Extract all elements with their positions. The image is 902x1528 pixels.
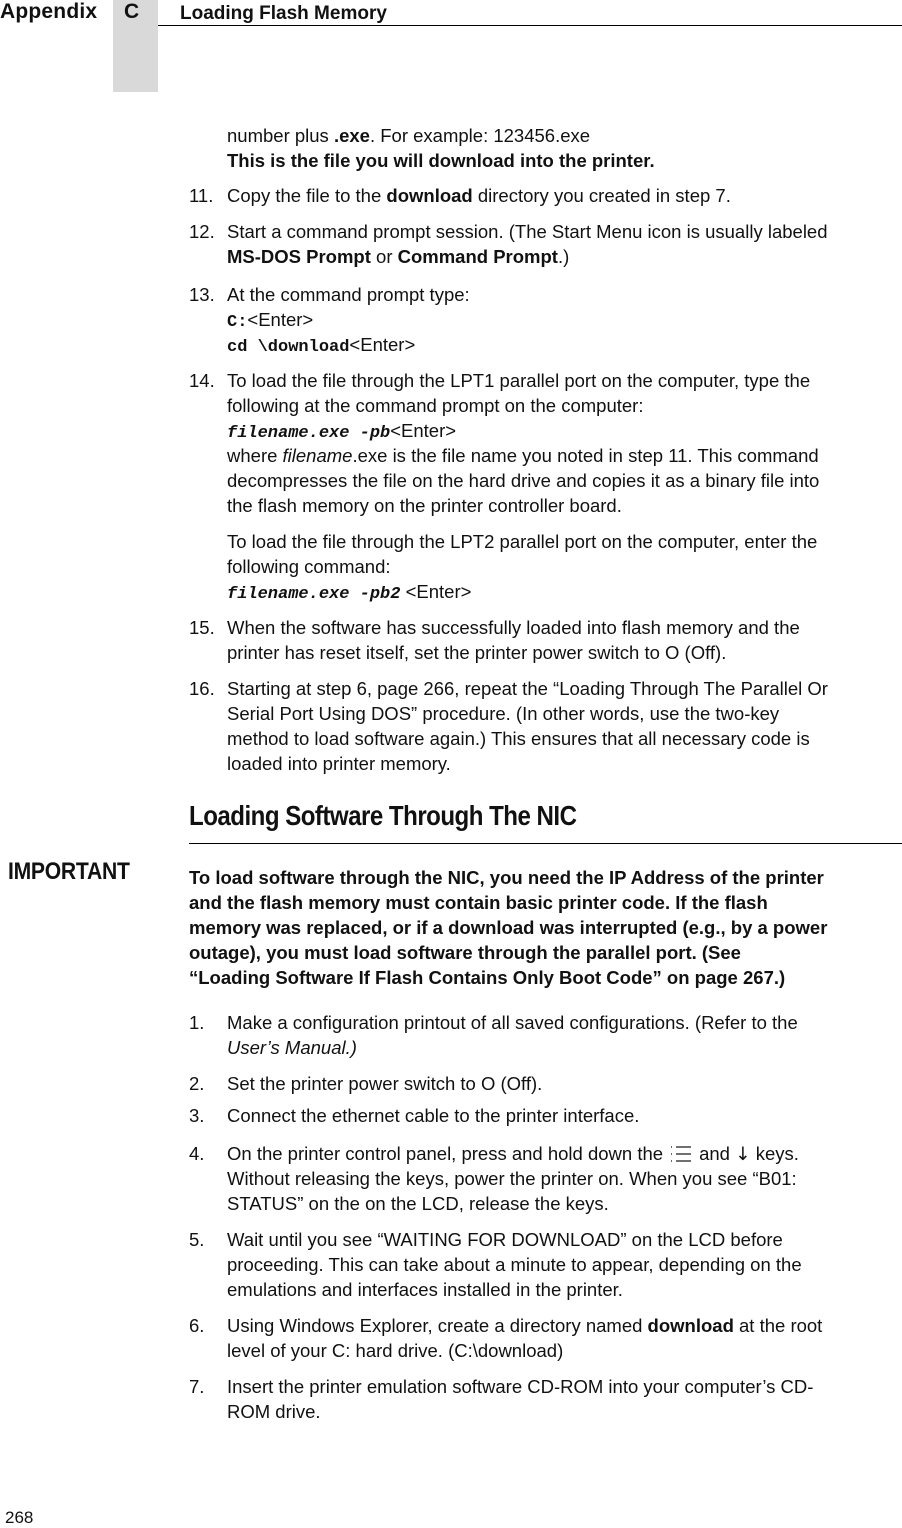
- step-text: following command:: [227, 556, 391, 577]
- step-text: Using Windows Explorer, create a directory named download at the root: [227, 1315, 823, 1336]
- step-text: On the printer control panel, press and hold down the and ↓ keys.: [227, 1143, 799, 1165]
- important-text-line: “Loading Software If Flash Contains Only Boot Code” on page 267.): [189, 967, 786, 988]
- step-text: where filename.exe is the file name you noted in step 11. This command: [227, 445, 819, 466]
- step-text: Starting at step 6, page 266, repeat the “Loading Through The Parallel Or: [227, 678, 828, 699]
- step-text: emulations and interfaces installed in the printer.: [227, 1279, 623, 1300]
- down-arrow-icon: ↓: [735, 1144, 751, 1165]
- step-text: proceeding. This can take about a minute to appear, depending on the: [227, 1254, 802, 1275]
- step-number: 14.: [189, 370, 215, 391]
- step-text: Copy the file to the download directory you created in step 7.: [227, 185, 731, 206]
- running-header-title: Loading Flash Memory: [180, 3, 387, 24]
- step-number: 1.: [189, 1012, 205, 1033]
- step-number: 15.: [189, 617, 215, 638]
- important-text-line: and the flash memory must contain basic printer code. If the flash: [189, 892, 768, 913]
- important-text-line: memory was replaced, or if a download was interrupted (e.g., by a power: [189, 917, 828, 938]
- step-text: MS-DOS Prompt or Command Prompt.): [227, 246, 570, 267]
- step-number: 12.: [189, 221, 215, 242]
- step-text: To load the file through the LPT2 parallel port on the computer, enter the: [227, 531, 818, 552]
- page-number: 268: [5, 1508, 34, 1527]
- step-number: 13.: [189, 284, 215, 305]
- step-text: Set the printer power switch to O (Off).: [227, 1073, 543, 1094]
- step-text: When the software has successfully loaded into flash memory and the: [227, 617, 800, 638]
- command-line: C:<Enter>: [227, 309, 314, 332]
- command-line: cd \download<Enter>: [227, 334, 416, 357]
- step-text: method to load software again.) This ensures that all necessary code is: [227, 728, 810, 749]
- step-text: Start a command prompt session. (The Start Menu icon is usually labeled: [227, 221, 828, 242]
- step-number: 7.: [189, 1376, 205, 1397]
- step-text: decompresses the file on the hard drive and copies it as a binary file into: [227, 470, 820, 491]
- step-number: 5.: [189, 1229, 205, 1250]
- command-line: filename.exe -pb2 <Enter>: [227, 581, 472, 604]
- step-number: 3.: [189, 1105, 205, 1126]
- step-text: Without releasing the keys, power the printer on. When you see “B01:: [227, 1168, 797, 1189]
- appendix-label: Appendix: [0, 0, 98, 23]
- menu-key-icon: [669, 1145, 695, 1163]
- header-rule: [158, 25, 902, 26]
- step-text: Serial Port Using DOS” procedure. (In other words, use the two-key: [227, 703, 780, 724]
- step-text: following at the command prompt on the computer:: [227, 395, 644, 416]
- step-text: Wait until you see “WAITING FOR DOWNLOAD” on the LCD before: [227, 1229, 783, 1250]
- continuation-line-1: number plus .exe. For example: 123456.exe: [227, 125, 591, 146]
- step-number: 4.: [189, 1143, 205, 1164]
- step-text: printer has reset itself, set the printer power switch to O (Off).: [227, 642, 727, 663]
- step-text: loaded into printer memory.: [227, 753, 451, 774]
- command-line: filename.exe -pb<Enter>: [227, 420, 457, 443]
- continuation-line-2: This is the file you will download into the printer.: [227, 150, 655, 171]
- step-number: 11.: [189, 185, 214, 206]
- step-text: Connect the ethernet cable to the printer interface.: [227, 1105, 640, 1126]
- step-text: the flash memory on the printer controller board.: [227, 495, 622, 516]
- important-text-line: To load software through the NIC, you need the IP Address of the printer: [189, 867, 824, 888]
- step-text: STATUS” on the on the LCD, release the keys.: [227, 1193, 609, 1214]
- step-text: level of your C: hard drive. (C:\download): [227, 1340, 564, 1361]
- step-number: 16.: [189, 678, 215, 699]
- appendix-letter: C: [124, 0, 140, 23]
- step-text: ROM drive.: [227, 1401, 321, 1422]
- important-label: IMPORTANT: [8, 858, 130, 885]
- step-number: 6.: [189, 1315, 205, 1336]
- step-text: To load the file through the LPT1 parallel port on the computer, type the: [227, 370, 811, 391]
- section-rule: [189, 843, 902, 844]
- step-text: Make a configuration printout of all saved configurations. (Refer to the: [227, 1012, 798, 1033]
- step-text: At the command prompt type:: [227, 284, 470, 305]
- step-text: Insert the printer emulation software CD-ROM into your computer’s CD-: [227, 1376, 814, 1397]
- important-text-line: outage), you must load software through the parallel port. (See: [189, 942, 741, 963]
- section-heading: Loading Software Through The NIC: [189, 800, 577, 831]
- step-number: 2.: [189, 1073, 205, 1094]
- step-text: User’s Manual.): [227, 1037, 357, 1058]
